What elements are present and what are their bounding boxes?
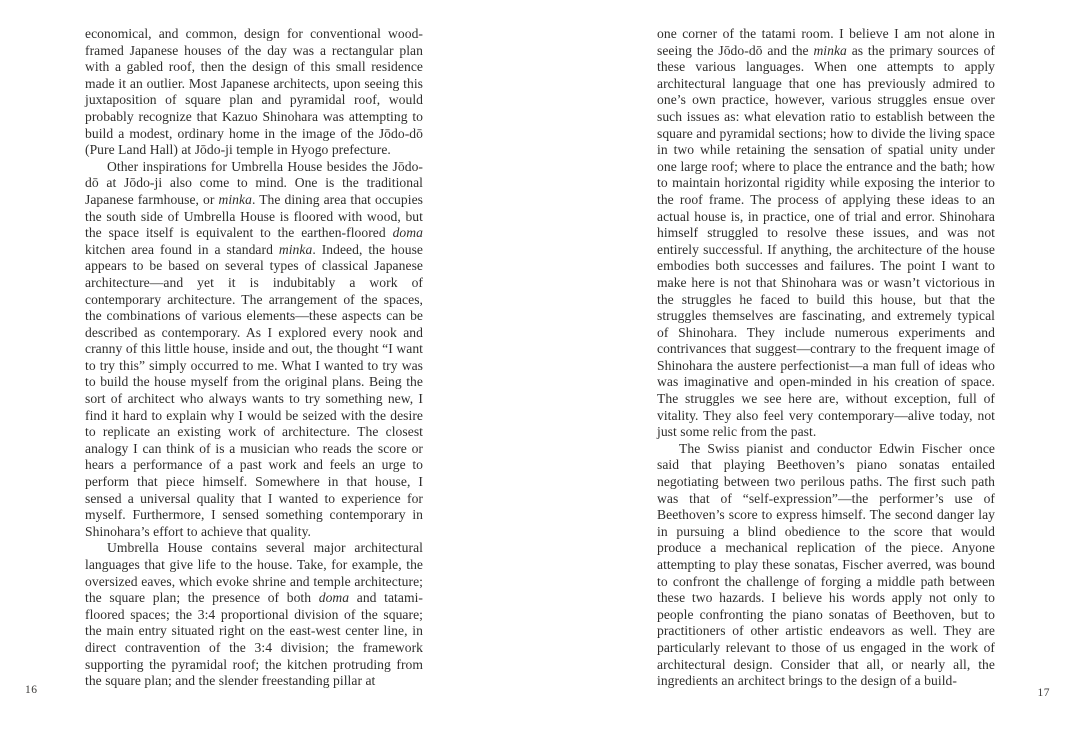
paragraph: Other inspirations for Umbrella House besides the Jōdo-dō at Jōdo-ji also come to mind. One is the traditional Japanese farmhouse, or minka. The dining area that occupies the south side of Umbrella House is floored with wood, but the space itself is equivalent to the earthen-floored doma kitchen area found in a standard minka. Indeed, the house appears to be based on several types of classical Japanese architecture—and yet it is indubitably a work of contemporary architecture. The arrangement of the spaces, the combinations of various elements—these aspects can be described as contemporary. As I explored every nook and cranny of this little house, inside and out, the thought “I want to try this” simply occurred to me. What I wanted to try was to build the house myself from the original plans. Being the sort of architect who always wants to try something new, I find it hard to explain why I would be seized with the desire to replicate an existing work of architecture. The closest analogy I can think of is a musician who reads the score or hears a performance of a past work and feels an urge to perform that piece himself. Somewhere in that house, I sensed a universal quality that I wanted to experience for myself. Furthermore, I sensed something contemporary in Shinohara’s effort to achieve that quality. [85, 158, 423, 539]
paragraph: economical, and common, design for conventional wood-framed Japanese houses of the day was a rectangular plan with a gabled roof, then the design of this small residence made it an outlier. Most Japanese architects, upon seeing this juxtaposition of square plan and pyramidal roof, would probably recognize that Kazuo Shinohara was attempting to build a modest, ordinary home in the image of the Jōdo-dō (Pure Land Hall) at Jōdo-ji temple in Hyogo prefecture. [85, 26, 423, 158]
page-right-text-column [657, 26, 995, 690]
page-left-text-column [85, 26, 423, 690]
page-right [540, 0, 1080, 733]
paragraph: Umbrella House contains several major architectural languages that give life to the house. Take, for example, the oversized eaves, which evoke shrine and temple architecture; the square plan; the presence of both doma and tatami-floored spaces; the 3:4 proportional division of the square; the main entry situated right on the east-west center line, in direct contravention of the 3:4 division; the framework supporting the pyramidal roof; the kitchen protruding from the square plan; and the slender freestanding pillar at [85, 540, 423, 689]
paragraph: The Swiss pianist and conductor Edwin Fischer once said that playing Beethoven’s piano sonatas entailed negotiating between two perilous paths. The first such path was that of “self-expression”—the performer’s use of Beethoven’s score to express himself. The second danger lay in pursuing a blind obedience to the score that would produce a mechanical replication of the piece. Anyone attempting to play these sonatas, Fischer averred, was bound to confront the challenge of forging a middle path between these two hazards. I believe his words apply not only to people confronting the piano sonatas of Beethoven, but to practitioners of other artistic endeavors as well. They are particularly relevant to those of us engaged in the work of architectural design. Consider that all, or nearly all, the ingredients an architect brings to the design of a build- [657, 440, 995, 689]
page-number-right: 17 [1037, 687, 1050, 699]
paragraph: one corner of the tatami room. I believe I am not alone in seeing the Jōdo-dō and the minka as the primary sources of these various languages. When one attempts to apply architectural language that one has previously admired to one’s own practice, however, various struggles ensue over such issues as: what elevation ratio to establish between the square and pyramidal sections; how to divide the living space in two while retaining the sensation of spatial unity under one large roof; where to place the entrance and the bath; how to maintain horizontal rigidity while exposing the interior to the roof frame. The process of applying these ideas to an actual house is, in practice, one of trial and error. Shinohara himself struggled to resolve these issues, and was not entirely successful. If anything, the architecture of the house embodies both successes and failures. The point I want to make here is not that Shinohara was or wasn’t victorious in the struggles he faced to build this house, but that the struggles themselves are fascinating, and extremely typical of Shinohara. They include numerous experiments and contrivances that suggest—contrary to the frequent image of Shinohara the austere perfectionist—a man full of ideas who was imaginative and open-minded in his creation of space. The struggles we see here are, without exception, full of vitality. They also feel very contemporary—alive today, not just some relic from the past. [657, 26, 995, 440]
page-number-left: 16 [25, 684, 38, 696]
